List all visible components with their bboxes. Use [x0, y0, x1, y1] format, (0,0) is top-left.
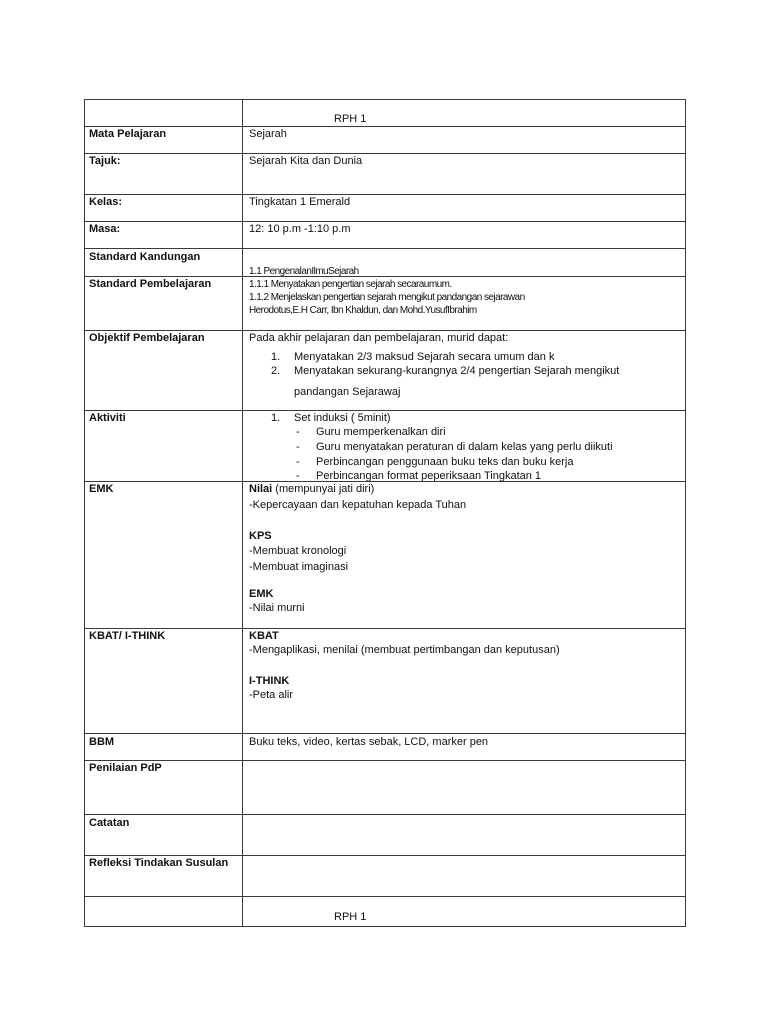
objektif-item: Menyatakan sekurang-kurangnya 2/4 pengertian Sejarah mengikut — [294, 365, 620, 377]
column-divider — [242, 99, 243, 927]
label-tajuk: Tajuk: — [89, 155, 121, 167]
kbat-item: -Mengaplikasi, menilai (membuat pertimbangan dan keputusan) — [249, 644, 560, 656]
label-kelas: Kelas: — [89, 196, 123, 208]
emk-nilai-note: (mempunyai jati diri) — [272, 483, 375, 495]
kbat-heading: KBAT — [249, 630, 279, 642]
list-number: 1. — [271, 351, 281, 363]
row-divider — [84, 248, 686, 249]
rph-title-bottom: RPH 1 — [334, 911, 367, 923]
list-number: 1. — [271, 412, 281, 424]
label-penilaian-pdp: Penilaian PdP — [89, 762, 162, 774]
standard-pembelajaran-line: Herodotus,E.H Carr, Ibn Khaldun, dan Mohd.YusufIbrahim — [249, 305, 477, 316]
bullet-dash: - — [296, 456, 300, 468]
emk-nilai-line — [249, 483, 374, 496]
aktiviti-bullet: Guru menyatakan peraturan di dalam kelas yang perlu diikuti — [316, 441, 613, 453]
label-kbat-ithink: KBAT/ I-THINK — [89, 630, 166, 642]
kps-item: -Membuat kronologi — [249, 545, 347, 557]
standard-pembelajaran-line: 1.1.1 Menyatakan pengertian sejarah secaraumum. — [249, 279, 452, 290]
ithink-item: -Peta alir — [249, 689, 294, 701]
label-objektif-pembelajaran: Objektif Pembelajaran — [89, 332, 205, 344]
row-divider — [84, 760, 686, 761]
table-border-bottom — [84, 926, 686, 927]
row-divider — [84, 855, 686, 856]
emk-item: -Nilai murni — [249, 602, 305, 614]
list-number: 2. — [271, 365, 281, 377]
value-tajuk: Sejarah Kita dan Dunia — [249, 155, 363, 167]
label-standard-pembelajaran: Standard Pembelajaran — [89, 278, 212, 290]
table-border-right — [685, 99, 686, 927]
value-kelas: Tingkatan 1 Emerald — [249, 196, 351, 208]
bullet-dash: - — [296, 470, 300, 482]
aktiviti-bullet: Perbincangan penggunaan buku teks dan buku kerja — [316, 456, 574, 468]
row-divider — [84, 153, 686, 154]
ithink-heading: I-THINK — [249, 675, 290, 687]
row-divider — [84, 194, 686, 195]
emk-nilai-heading: Nilai — [249, 483, 273, 495]
emk-heading: EMK — [249, 588, 274, 600]
row-divider — [84, 733, 686, 734]
row-divider — [84, 814, 686, 815]
objektif-item: Menyatakan 2/3 maksud Sejarah secara umum dan k — [294, 351, 555, 363]
value-standard-kandungan: 1.1 PengenalanIlmuSejarah — [249, 266, 359, 277]
objektif-item-continuation: pandangan Sejarawaj — [294, 386, 401, 398]
bullet-dash: - — [296, 426, 300, 438]
label-standard-kandungan: Standard Kandungan — [89, 251, 201, 263]
value-bbm: Buku teks, video, kertas sebak, LCD, marker pen — [249, 736, 489, 748]
label-masa: Masa: — [89, 223, 121, 235]
aktiviti-bullet: Guru memperkenalkan diri — [316, 426, 446, 438]
standard-pembelajaran-line: 1.1.2 Menjelaskan pengertian sejarah mengikut pandangan sejarawan — [249, 292, 525, 303]
bullet-dash: - — [296, 441, 300, 453]
value-mata-pelajaran: Sejarah — [249, 128, 287, 140]
objektif-intro: Pada akhir pelajaran dan pembelajaran, murid dapat: — [249, 332, 509, 344]
value-masa: 12: 10 p.m -1:10 p.m — [249, 223, 351, 235]
row-divider — [84, 628, 686, 629]
aktiviti-bullet: Perbincangan format peperiksaan Tingkatan 1 — [316, 470, 542, 482]
label-bbm: BBM — [89, 736, 115, 748]
label-mata-pelajaran: Mata Pelajaran — [89, 128, 167, 140]
kps-item: -Membuat imaginasi — [249, 561, 349, 573]
table-border-top — [84, 99, 686, 100]
label-emk: EMK — [89, 483, 114, 495]
row-divider — [84, 276, 686, 277]
label-refleksi-tindakan-susulan: Refleksi Tindakan Susulan — [89, 857, 229, 869]
kps-heading: KPS — [249, 530, 272, 542]
row-divider — [84, 330, 686, 331]
row-divider — [84, 126, 686, 127]
label-catatan: Catatan — [89, 817, 130, 829]
row-divider — [84, 410, 686, 411]
row-divider — [84, 221, 686, 222]
label-aktiviti: Aktiviti — [89, 412, 126, 424]
emk-nilai-item: -Kepercayaan dan kepatuhan kepada Tuhan — [249, 499, 467, 511]
row-divider — [84, 896, 686, 897]
rph-title-top: RPH 1 — [334, 113, 367, 125]
aktiviti-step: Set induksi ( 5minit) — [294, 412, 391, 424]
table-border-left — [84, 99, 85, 927]
